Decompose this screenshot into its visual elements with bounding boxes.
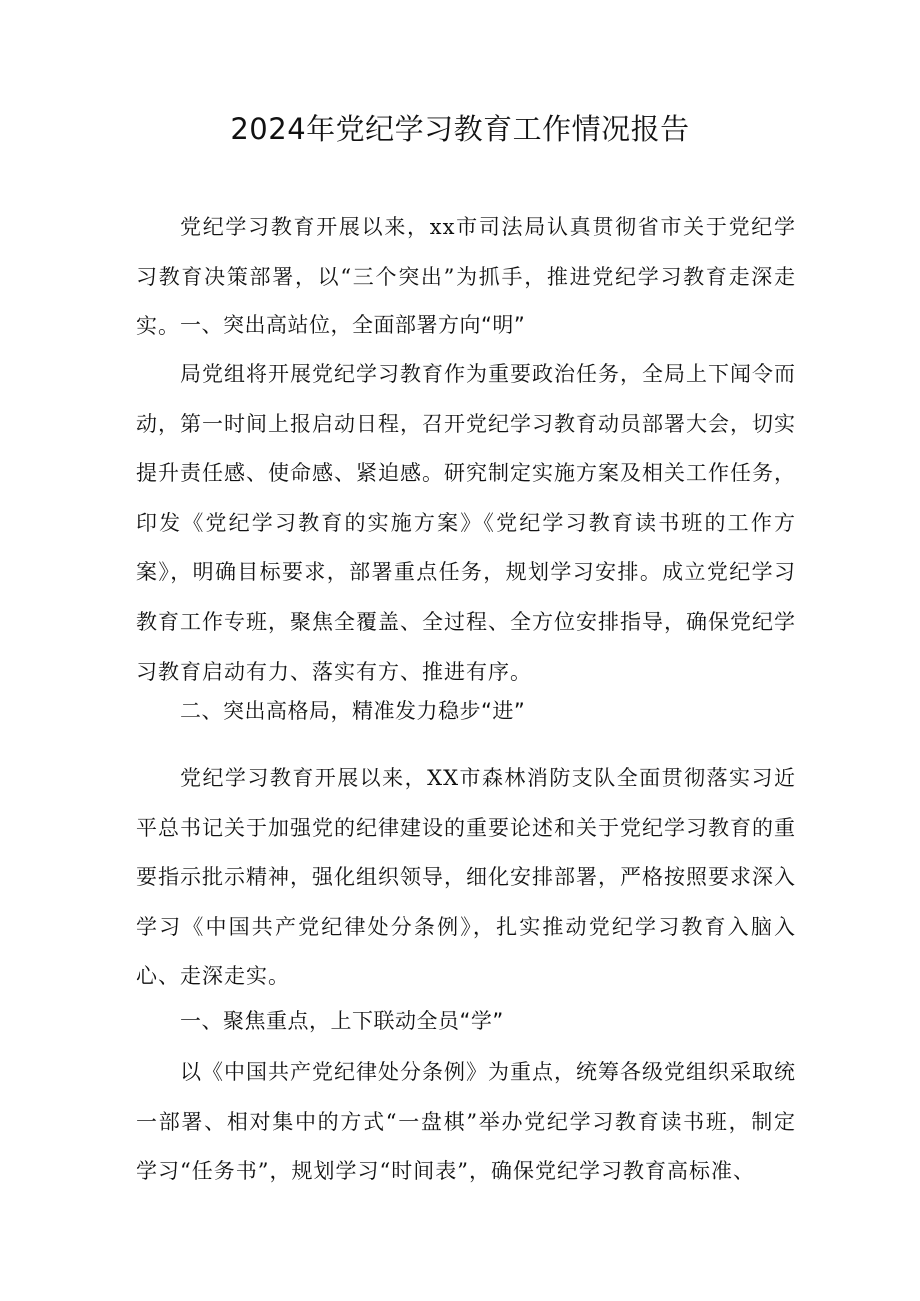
part-2-section-1-body: 以《中国共产党纪律处分条例》为重点，统筹各级党组织采取统一部署、相对集中的方式“一盘棋”举办党纪学习教育读书班，制定学习“任务书”，规划学习“时间表”，确保党纪学习教育高标准、 [136,1060,796,1184]
intro-paragraph: 党纪学习教育开展以来，xx市司法局认真贯彻省市关于党纪学习教育决策部署，以“三个突出”为抓手，推进党纪学习教育走深走实。 [136,215,796,339]
part-2-intro-paragraph: 党纪学习教育开展以来，XX市森林消防支队全面贯彻落实习近平总书记关于加强党的纪律建设的重要论述和关于党纪学习教育的重要指示批示精神，强化组织领导，细化安排部署，严格按照要求深入学习《中国共产党纪律处分条例》，扎实推动党纪学习教育入脑入心、走深走实。 [136,766,796,989]
part-2-section-1-heading: 一、聚焦重点，上下联动全员“学” [180,1009,504,1033]
section-1-heading: 一、突出高站位，全面部署方向“明” [180,313,526,337]
section-2-heading: 二、突出高格局，精准发力稳步“进” [180,699,526,723]
section-1-body: 局党组将开展党纪学习教育作为重要政治任务，全局上下闻令而动，第一时间上报启动日程，召开党纪学习教育动员部署大会，切实提升责任感、使命感、紧迫感。研究制定实施方案及相关工作任务，印发《党纪学习教育的实施方案》《党纪学习教育读书班的工作方案》，明确目标要求，部署重点任务，规划学习安排。成立党纪学习教育工作专班，聚焦全覆盖、全过程、全方位安排指导，确保党纪学习教育启动有力、落实有方、推进有序。 [136,362,796,684]
document-title: 2024年党纪学习教育工作情况报告 [230,112,690,146]
